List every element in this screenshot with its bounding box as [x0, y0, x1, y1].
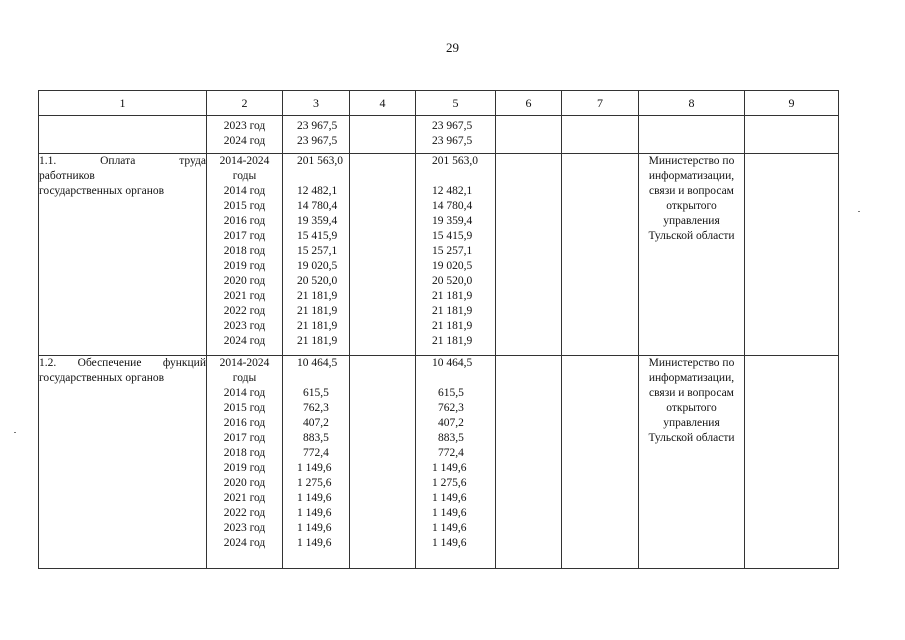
year-label: 2015 год	[223, 200, 266, 212]
year-label: 2016 год	[223, 417, 266, 429]
cell-col4	[350, 154, 416, 356]
year-label: 2022 год	[223, 507, 266, 519]
amount-value: 12 482,1	[297, 185, 338, 197]
year-label: 2019 год	[223, 462, 266, 474]
cell-name	[39, 154, 207, 356]
cell-name	[39, 116, 207, 154]
year-label: 2015 год	[223, 402, 266, 414]
amount-value: 1 149,6	[432, 522, 467, 534]
column-header-6: 6	[496, 91, 562, 116]
amount-value: 407,2	[438, 417, 464, 429]
cell-col3	[283, 154, 350, 356]
year-label: 2024 год	[223, 135, 266, 147]
amount-value: 23 967,5	[297, 135, 338, 147]
cell-col5	[416, 116, 496, 154]
name-line: 1.2. Обеспечение функций	[39, 357, 206, 369]
cell-responsible	[639, 154, 745, 356]
responsible-line: связи и вопросам	[649, 387, 734, 399]
amount-value: 23 967,5	[432, 135, 473, 147]
amount-value: 201 563,0	[297, 155, 343, 167]
cell-col7	[562, 116, 639, 154]
amount-value: 1 149,6	[432, 537, 467, 549]
amount-value: 1 149,6	[297, 507, 332, 519]
amount-value: 615,5	[303, 387, 329, 399]
amount-value: 15 257,1	[432, 245, 473, 257]
cell-col5	[416, 356, 496, 569]
year-label: 2020 год	[223, 275, 266, 287]
amount-value: 1 149,6	[297, 492, 332, 504]
amount-value: 15 415,9	[297, 230, 338, 242]
amount-value: 19 020,5	[297, 260, 338, 272]
column-header-9: 9	[745, 91, 839, 116]
cell-col3	[283, 116, 350, 154]
responsible-line: открытого	[666, 402, 717, 414]
amount-value: 10 464,5	[432, 357, 473, 369]
year-label: годы	[232, 372, 257, 384]
cell-years	[207, 356, 283, 569]
year-label: 2014-2024	[219, 357, 270, 369]
cell-col4	[350, 356, 416, 569]
amount-value: 762,3	[438, 402, 464, 414]
year-label: 2021 год	[223, 290, 266, 302]
amount-value	[283, 169, 349, 184]
year-label: 2018 год	[223, 245, 266, 257]
cell-col6	[496, 116, 562, 154]
amount-value: 23 967,5	[297, 120, 338, 132]
scan-speck	[858, 211, 860, 212]
amount-value: 21 181,9	[432, 320, 473, 332]
cell-col3	[283, 356, 350, 569]
column-header-4: 4	[350, 91, 416, 116]
year-label: 2020 год	[223, 477, 266, 489]
amount-value: 23 967,5	[432, 120, 473, 132]
amount-value: 201 563,0	[432, 155, 478, 167]
table-row	[39, 154, 839, 356]
budget-table	[38, 90, 839, 569]
responsible-line: Тульской области	[648, 230, 735, 242]
amount-value: 1 149,6	[432, 507, 467, 519]
cell-col9	[745, 154, 839, 356]
column-header-7: 7	[562, 91, 639, 116]
column-header-2: 2	[207, 91, 283, 116]
name-line: государственных органов	[39, 372, 165, 384]
amount-value: 407,2	[303, 417, 329, 429]
cell-col6	[496, 356, 562, 569]
amount-value: 772,4	[438, 447, 464, 459]
cell-responsible	[639, 116, 745, 154]
page-number: 29	[446, 40, 459, 55]
amount-value: 1 275,6	[432, 477, 467, 489]
year-label: 2014-2024	[219, 155, 270, 167]
amount-value: 1 149,6	[297, 462, 332, 474]
amount-value: 15 257,1	[297, 245, 338, 257]
amount-value: 14 780,4	[432, 200, 473, 212]
year-label: 2022 год	[223, 305, 266, 317]
amount-value: 21 181,9	[432, 335, 473, 347]
scan-speck	[14, 432, 16, 433]
cell-col5	[416, 154, 496, 356]
amount-value	[416, 169, 495, 184]
amount-value: 21 181,9	[297, 320, 338, 332]
cell-col7	[562, 154, 639, 356]
amount-value	[283, 371, 349, 386]
amount-value: 21 181,9	[297, 290, 338, 302]
amount-value: 19 359,4	[432, 215, 473, 227]
cell-col7	[562, 356, 639, 569]
amount-value: 19 020,5	[432, 260, 473, 272]
year-label: 2024 год	[223, 335, 266, 347]
amount-value: 19 359,4	[297, 215, 338, 227]
year-label: 2016 год	[223, 215, 266, 227]
cell-col6	[496, 154, 562, 356]
amount-value: 1 275,6	[297, 477, 332, 489]
year-label: 2017 год	[223, 230, 266, 242]
amount-value: 1 149,6	[297, 522, 332, 534]
year-label: 2024 год	[223, 537, 266, 549]
responsible-line: информатизации,	[648, 170, 735, 182]
amount-value: 615,5	[438, 387, 464, 399]
cell-years	[207, 154, 283, 356]
cell-years	[207, 116, 283, 154]
amount-value: 21 181,9	[432, 305, 473, 317]
responsible-line: Министерство по	[648, 357, 735, 369]
year-label: годы	[232, 170, 257, 182]
year-label: 2018 год	[223, 447, 266, 459]
cell-col4	[350, 116, 416, 154]
responsible-line: информатизации,	[648, 372, 735, 384]
column-header-3: 3	[283, 91, 350, 116]
column-header-5: 5	[416, 91, 496, 116]
cell-name	[39, 356, 207, 569]
year-label: 2014 год	[223, 185, 266, 197]
amount-value: 883,5	[303, 432, 329, 444]
amount-value: 772,4	[303, 447, 329, 459]
responsible-line: открытого	[666, 200, 717, 212]
amount-value: 10 464,5	[297, 357, 338, 369]
amount-value: 762,3	[303, 402, 329, 414]
cell-col9	[745, 116, 839, 154]
continuation-row	[39, 116, 839, 154]
cell-col9	[745, 356, 839, 569]
amount-value: 1 149,6	[297, 537, 332, 549]
amount-value: 20 520,0	[297, 275, 338, 287]
amount-value: 21 181,9	[297, 305, 338, 317]
table-row	[39, 356, 839, 569]
responsible-line: связи и вопросам	[649, 185, 734, 197]
year-label: 2017 год	[223, 432, 266, 444]
year-label: 2023 год	[223, 120, 266, 132]
column-header-8: 8	[639, 91, 745, 116]
name-line: работников	[39, 170, 95, 182]
year-label: 2021 год	[223, 492, 266, 504]
responsible-line: Тульской области	[648, 432, 735, 444]
amount-value: 1 149,6	[432, 492, 467, 504]
responsible-line: управления	[663, 417, 720, 429]
column-header-1: 1	[39, 91, 207, 116]
year-label: 2023 год	[223, 320, 266, 332]
header-row	[39, 91, 839, 116]
year-label: 2023 год	[223, 522, 266, 534]
responsible-line: Министерство по	[648, 155, 735, 167]
name-line: 1.1. Оплата труда	[39, 155, 206, 167]
amount-value	[416, 371, 495, 386]
year-label: 2019 год	[223, 260, 266, 272]
amount-value: 21 181,9	[297, 335, 338, 347]
amount-value: 1 149,6	[432, 462, 467, 474]
cell-responsible	[639, 356, 745, 569]
year-label: 2014 год	[223, 387, 266, 399]
amount-value: 14 780,4	[297, 200, 338, 212]
amount-value: 20 520,0	[432, 275, 473, 287]
responsible-line: управления	[663, 215, 720, 227]
amount-value: 15 415,9	[432, 230, 473, 242]
amount-value: 21 181,9	[432, 290, 473, 302]
amount-value: 883,5	[438, 432, 464, 444]
name-line: государственных органов	[39, 185, 165, 197]
amount-value: 12 482,1	[432, 185, 473, 197]
